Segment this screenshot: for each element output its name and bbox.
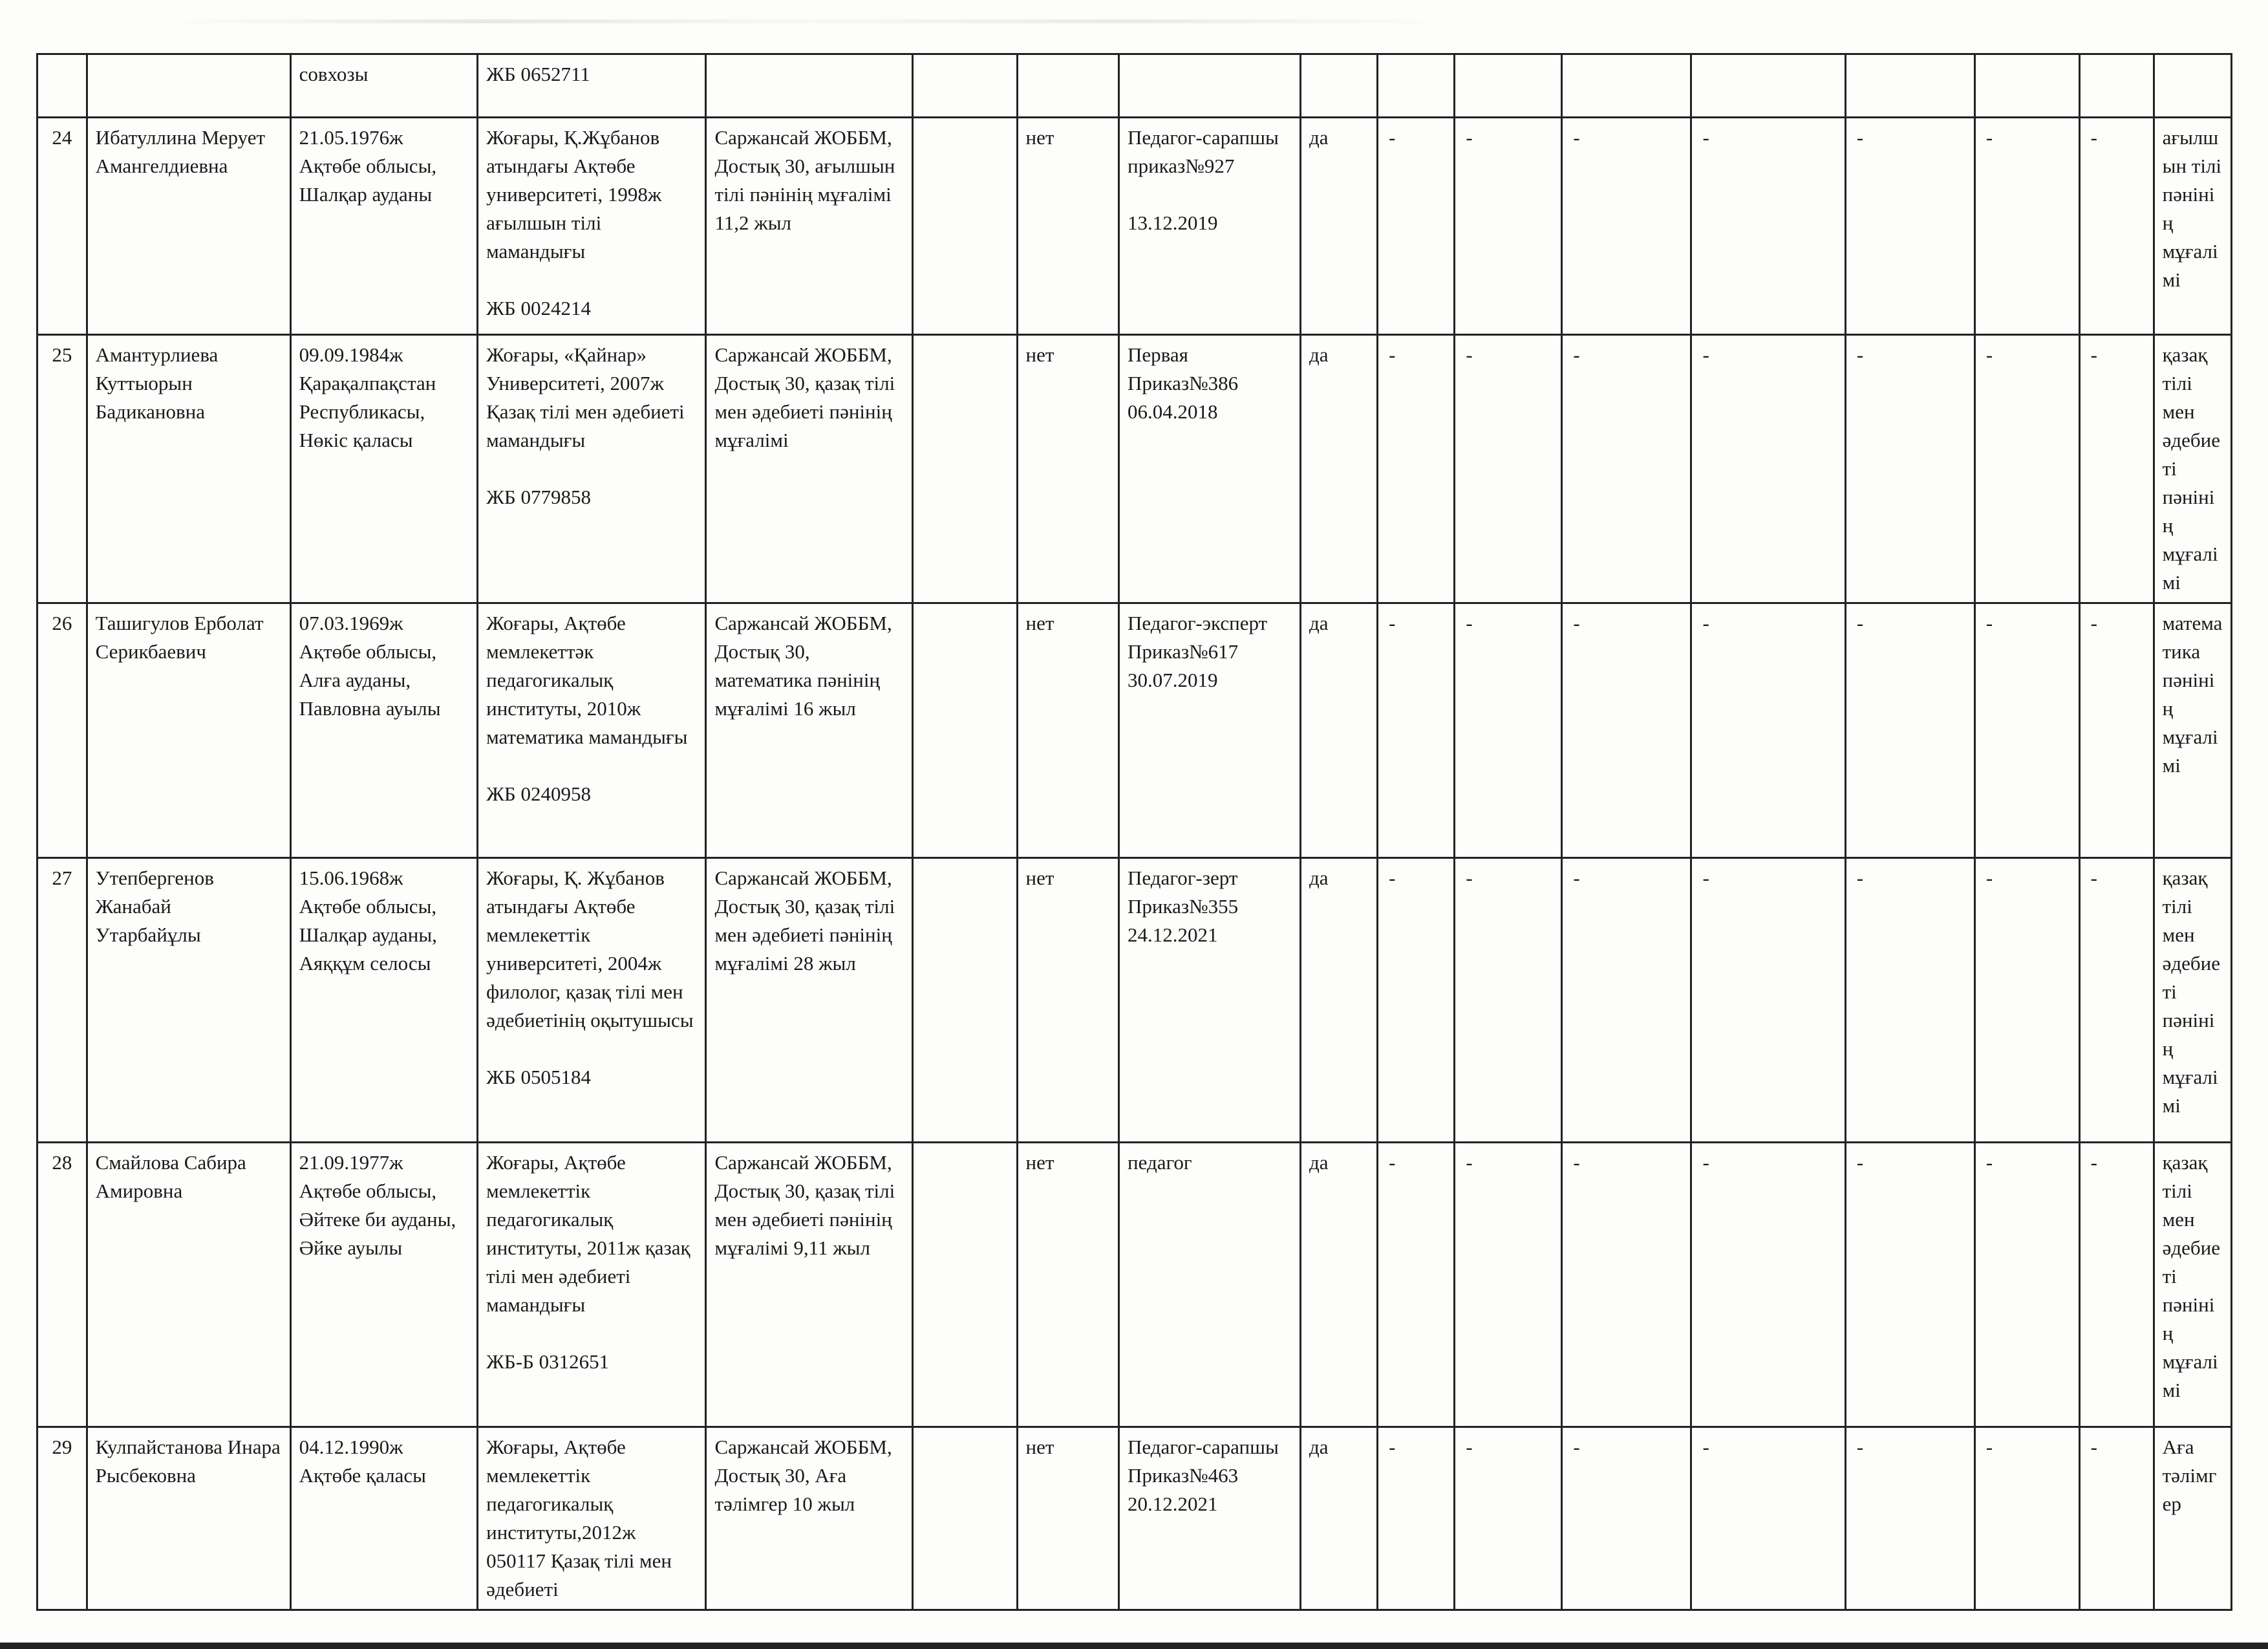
cell-workplace: Саржансай ЖОББМ, Достық 30, қазақ тілі мен әдебиеті пәнінің мұғалімі 9,11 жыл bbox=[706, 1143, 912, 1427]
category-text: Педагог-эксперт Приказ№617 30.07.2019 bbox=[1128, 612, 1268, 691]
cell-dash bbox=[1845, 54, 1974, 118]
cell-name bbox=[87, 54, 290, 118]
education-text: Жоғары, «Қайнар» Университеті, 2007ж Қазақ тілі мен әдебиеті мамандығы bbox=[486, 343, 685, 451]
cell-dash: - bbox=[1378, 1143, 1455, 1427]
cell-birth: 15.06.1968ж Ақтөбе облысы, Шалқар ауданы, Аяққұм селосы bbox=[290, 858, 477, 1143]
table-row bbox=[37, 603, 2232, 858]
cell-dash: - bbox=[2079, 858, 2154, 1143]
cell-category bbox=[1119, 1427, 1301, 1610]
cell-birth: 04.12.1990ж Ақтөбе қаласы bbox=[290, 1427, 477, 1610]
category-text: Первая Приказ№386 06.04.2018 bbox=[1128, 343, 1239, 423]
cell-yes: да bbox=[1300, 1427, 1377, 1610]
cell-dash: - bbox=[1562, 858, 1691, 1143]
cell-dash: - bbox=[1691, 603, 1845, 858]
cell-birth: 07.03.1969ж Ақтөбе облысы, Алға ауданы, Павловна ауылы bbox=[290, 603, 477, 858]
table-row-continuation bbox=[37, 54, 2232, 118]
table-row bbox=[37, 335, 2232, 603]
education-text: Жоғары, Ақтөбе мемлекеттік педагогикалық институты,2012ж 050117 Қазақ тілі мен әдебиеті bbox=[486, 1436, 672, 1600]
cell-dash: - bbox=[1845, 603, 1974, 858]
cell-yes: да bbox=[1300, 1143, 1377, 1427]
cell-num: 29 bbox=[37, 1427, 87, 1610]
cell-dash: - bbox=[2079, 335, 2154, 603]
cell-dash: - bbox=[1845, 858, 1974, 1143]
diploma-number: ЖБ 0024214 bbox=[486, 297, 591, 319]
cell-dash: - bbox=[1845, 118, 1974, 335]
cell-dash: - bbox=[1455, 1427, 1562, 1610]
cell-position: Аға тәлімгер bbox=[2154, 1427, 2231, 1610]
cell-empty bbox=[912, 1427, 1017, 1610]
education-text: Жоғары, Қ. Жұбанов атындағы Ақтөбе мемлекеттік университеті, 2004ж филолог, қазақ тілі мен әдебиетінің оқытушысы bbox=[486, 867, 694, 1031]
cell-empty bbox=[912, 118, 1017, 335]
cell-num: 24 bbox=[37, 118, 87, 335]
cell-name: Ибатуллина Мерует Амангелдиевна bbox=[87, 118, 290, 335]
cell-birth: совхозы bbox=[290, 54, 477, 118]
cell-workplace: Саржансай ЖОББМ, Достық 30, Аға тәлімгер 10 жыл bbox=[706, 1427, 912, 1610]
cell-workplace: Саржансай ЖОББМ, Достық 30, ағылшын тілі пәнінің мұғалімі 11,2 жыл bbox=[706, 118, 912, 335]
cell-name: Ташигулов Ерболат Серикбаевич bbox=[87, 603, 290, 858]
cell-dash: - bbox=[1845, 335, 1974, 603]
cell-dash: - bbox=[1691, 858, 1845, 1143]
staff-table bbox=[36, 53, 2232, 1611]
cell-yes: да bbox=[1300, 858, 1377, 1143]
cell-dash bbox=[1378, 54, 1455, 118]
cell-dash: - bbox=[2079, 1427, 2154, 1610]
cell-dash: - bbox=[1562, 335, 1691, 603]
cell-position: математика пәнінің мұғалімі bbox=[2154, 603, 2231, 858]
cell-dash: - bbox=[1455, 118, 1562, 335]
cell-education bbox=[478, 335, 706, 603]
cell-dash: - bbox=[1845, 1427, 1974, 1610]
cell-category bbox=[1119, 335, 1301, 603]
table-row bbox=[37, 1143, 2232, 1427]
cell-dash: - bbox=[2079, 118, 2154, 335]
cell-education bbox=[478, 603, 706, 858]
cell-cert: нет bbox=[1017, 1143, 1119, 1427]
category-date: 13.12.2019 bbox=[1128, 211, 1218, 234]
cell-empty bbox=[912, 603, 1017, 858]
cell-education bbox=[478, 1143, 706, 1427]
scan-artifact bbox=[162, 19, 1455, 23]
cell-dash: - bbox=[2079, 603, 2154, 858]
cell-workplace bbox=[706, 54, 912, 118]
cell-yes: да bbox=[1300, 118, 1377, 335]
cell-category bbox=[1119, 118, 1301, 335]
cell-empty bbox=[912, 1143, 1017, 1427]
cell-empty bbox=[912, 54, 1017, 118]
cell-dash: - bbox=[1974, 1143, 2079, 1427]
table-row bbox=[37, 1427, 2232, 1610]
cell-workplace: Саржансай ЖОББМ, Достық 30, қазақ тілі мен әдебиеті пәнінің мұғалімі 28 жыл bbox=[706, 858, 912, 1143]
cell-empty bbox=[912, 858, 1017, 1143]
cell-dash: - bbox=[1378, 858, 1455, 1143]
cell-dash: - bbox=[2079, 1143, 2154, 1427]
cell-position bbox=[2154, 54, 2231, 118]
diploma-number: ЖБ 0779858 bbox=[486, 486, 591, 508]
cell-dash: - bbox=[1974, 1427, 2079, 1610]
cell-category bbox=[1119, 603, 1301, 858]
cell-cert: нет bbox=[1017, 858, 1119, 1143]
cell-cert: нет bbox=[1017, 603, 1119, 858]
cell-dash: - bbox=[1455, 858, 1562, 1143]
cell-dash bbox=[1691, 54, 1845, 118]
cell-education bbox=[478, 858, 706, 1143]
education-text: Жоғары, Қ.Жұбанов атындағы Ақтөбе университеті, 1998ж ағылшын тілі мамандығы bbox=[486, 126, 662, 263]
diploma-number: ЖБ-Б 0312651 bbox=[486, 1350, 610, 1373]
cell-workplace: Саржансай ЖОББМ, Достық 30, қазақ тілі мен әдебиеті пәнінің мұғалімі bbox=[706, 335, 912, 603]
cell-yes bbox=[1300, 54, 1377, 118]
category-text: Педагог-зерт Приказ№355 24.12.2021 bbox=[1128, 867, 1239, 946]
education-text: Жоғары, Ақтөбе мемлекеттәк педагогикалық институты, 2010ж математика мамандығы bbox=[486, 612, 688, 748]
cell-dash: - bbox=[1691, 1143, 1845, 1427]
cell-num: 27 bbox=[37, 858, 87, 1143]
table-row bbox=[37, 858, 2232, 1143]
cell-dash: - bbox=[1845, 1143, 1974, 1427]
cell-dash: - bbox=[1562, 1427, 1691, 1610]
cell-cert: нет bbox=[1017, 335, 1119, 603]
table-row bbox=[37, 118, 2232, 335]
cell-yes: да bbox=[1300, 603, 1377, 858]
cell-dash bbox=[2079, 54, 2154, 118]
cell-cert: нет bbox=[1017, 1427, 1119, 1610]
cell-workplace: Саржансай ЖОББМ, Достық 30, математика пәнінің мұғалімі 16 жыл bbox=[706, 603, 912, 858]
cell-dash: - bbox=[1378, 118, 1455, 335]
cell-num bbox=[37, 54, 87, 118]
cell-dash: - bbox=[1691, 1427, 1845, 1610]
cell-birth: 21.09.1977ж Ақтөбе облысы, Әйтеке би ауданы, Әйке ауылы bbox=[290, 1143, 477, 1427]
cell-dash: - bbox=[1562, 118, 1691, 335]
cell-name: Смайлова Сабира Амировна bbox=[87, 1143, 290, 1427]
cell-name: Кулпайстанова Инара Рысбековна bbox=[87, 1427, 290, 1610]
cell-education bbox=[478, 1427, 706, 1610]
cell-dash: - bbox=[1691, 335, 1845, 603]
cell-num: 26 bbox=[37, 603, 87, 858]
cell-num: 25 bbox=[37, 335, 87, 603]
cell-dash: - bbox=[1974, 118, 2079, 335]
scan-bottom-edge bbox=[0, 1643, 2268, 1649]
cell-dash: - bbox=[1455, 1143, 1562, 1427]
cell-cert: нет bbox=[1017, 118, 1119, 335]
cell-empty bbox=[912, 335, 1017, 603]
cell-name: Амантурлиева Куттыорын Бадикановна bbox=[87, 335, 290, 603]
cell-dash: - bbox=[1455, 335, 1562, 603]
cell-dash bbox=[1455, 54, 1562, 118]
cell-dash bbox=[1974, 54, 2079, 118]
cell-position: қазақ тілі мен әдебиеті пәнінің мұғалімі bbox=[2154, 858, 2231, 1143]
cell-dash: - bbox=[1974, 603, 2079, 858]
cell-position: қазақ тілі мен әдебиеті пәнінің мұғалімі bbox=[2154, 1143, 2231, 1427]
table-body bbox=[37, 54, 2232, 1610]
diploma-number: ЖБ 0240958 bbox=[486, 782, 591, 805]
cell-name: Утепбергенов Жанабай Утарбайұлы bbox=[87, 858, 290, 1143]
category-text: педагог bbox=[1128, 1151, 1192, 1174]
cell-birth: 09.09.1984ж Қарақалпақстан Республикасы, Нөкіс қаласы bbox=[290, 335, 477, 603]
education-text: Жоғары, Ақтөбе мемлекеттік педагогикалық институты, 2011ж қазақ тілі мен әдебиеті мамандығы bbox=[486, 1151, 690, 1316]
cell-birth: 21.05.1976ж Ақтөбе облысы, Шалқар ауданы bbox=[290, 118, 477, 335]
category-text: Педагог-сарапшы Приказ№463 20.12.2021 bbox=[1128, 1436, 1279, 1515]
cell-dash: - bbox=[1974, 858, 2079, 1143]
category-text: Педагог-сарапшы приказ№927 bbox=[1128, 126, 1279, 177]
cell-dash: - bbox=[1378, 1427, 1455, 1610]
cell-cert bbox=[1017, 54, 1119, 118]
cell-dash: - bbox=[1378, 603, 1455, 858]
cell-dash: - bbox=[1562, 1143, 1691, 1427]
cell-dash: - bbox=[1455, 603, 1562, 858]
cell-num: 28 bbox=[37, 1143, 87, 1427]
cell-position: ағылшын тілі пәнінің мұғалімі bbox=[2154, 118, 2231, 335]
cell-position: қазақ тілі мен әдебиеті пәнінің мұғалімі bbox=[2154, 335, 2231, 603]
cell-dash: - bbox=[1974, 335, 2079, 603]
cell-dash: - bbox=[1562, 603, 1691, 858]
cell-dash bbox=[1562, 54, 1691, 118]
cell-dash: - bbox=[1378, 335, 1455, 603]
cell-category bbox=[1119, 858, 1301, 1143]
cell-yes: да bbox=[1300, 335, 1377, 603]
cell-category bbox=[1119, 54, 1301, 118]
diploma-number: ЖБ 0505184 bbox=[486, 1066, 591, 1088]
cell-dash: - bbox=[1691, 118, 1845, 335]
cell-education: ЖБ 0652711 bbox=[478, 54, 706, 118]
cell-education bbox=[478, 118, 706, 335]
cell-category bbox=[1119, 1143, 1301, 1427]
